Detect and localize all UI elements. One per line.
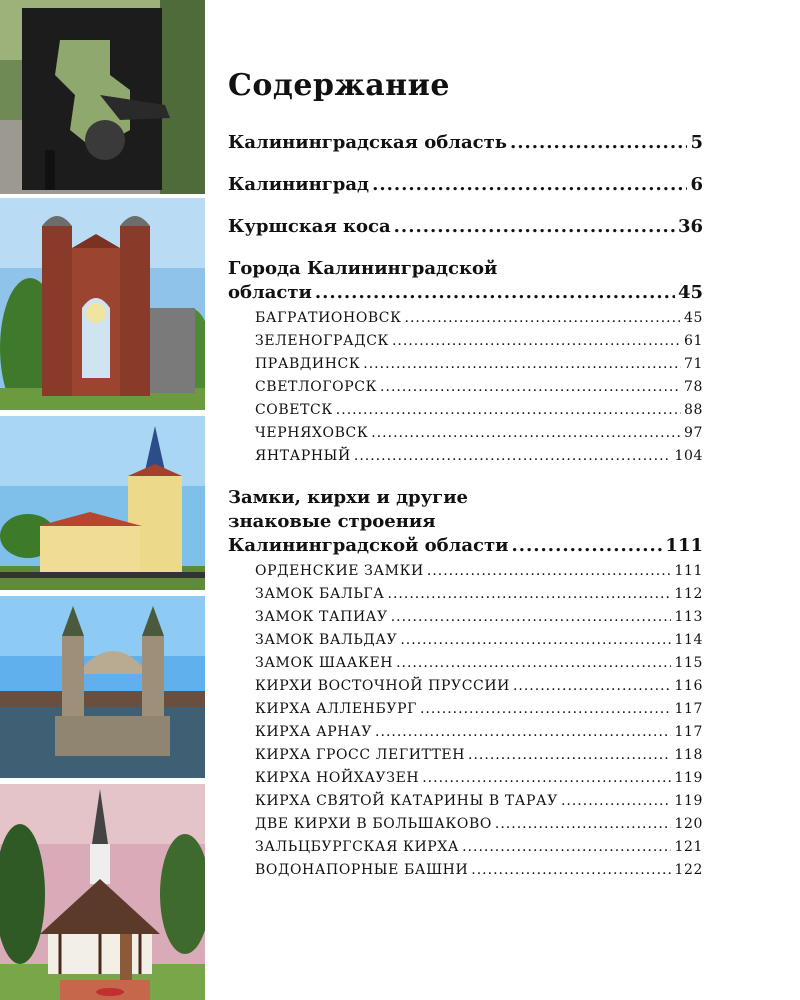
toc-section-cities[interactable] — [228, 281, 703, 305]
toc-subentry[interactable] — [228, 698, 703, 721]
leader-dots — [375, 721, 671, 744]
leader-dots — [394, 215, 675, 239]
leader-dots — [380, 376, 681, 399]
toc-entry-label: Калининград — [228, 174, 370, 195]
toc-entry-page: 6 — [690, 174, 703, 195]
toc-subentry-label: ЗАМОК ВАЛЬДАУ — [255, 632, 398, 648]
toc-entry-page: 36 — [677, 216, 703, 237]
toc-subentry-page: 104 — [674, 448, 703, 464]
toc-subentry-page: 117 — [674, 724, 703, 740]
toc-subentry[interactable] — [228, 445, 703, 468]
toc-subentry[interactable] — [228, 744, 703, 767]
toc-subentry-page: 118 — [674, 747, 703, 763]
toc-subentry-page: 116 — [674, 678, 703, 694]
toc-subentry-label: ОРДЕНСКИЕ ЗАМКИ — [255, 563, 424, 579]
toc-entry-page: 5 — [690, 132, 703, 153]
leader-dots — [363, 353, 681, 376]
toc-subentry-label: ЗЕЛЕНОГРАДСК — [255, 333, 389, 349]
toc-subentry[interactable] — [228, 560, 703, 583]
leader-dots — [471, 859, 671, 882]
toc-subentry-page: 117 — [674, 701, 703, 717]
toc-subentry[interactable] — [228, 721, 703, 744]
leader-dots — [422, 767, 671, 790]
leader-dots — [392, 330, 681, 353]
toc-subentry[interactable] — [228, 813, 703, 836]
toc-entry-label: Куршская коса — [228, 216, 391, 237]
toc-title: Содержание — [228, 68, 450, 103]
toc-subentry-label: КИРХА ГРОСС ЛЕГИТТЕН — [255, 747, 466, 763]
toc-subentry-page: 78 — [683, 379, 703, 395]
toc-section-castles[interactable] — [228, 534, 703, 558]
yellow-church-photo — [0, 416, 205, 590]
toc-subentry[interactable] — [228, 330, 703, 353]
leader-dots — [336, 399, 681, 422]
toc-subentry[interactable] — [228, 583, 703, 606]
castles-list — [228, 560, 703, 882]
toc-subentry-label: ПРАВДИНСК — [255, 356, 361, 372]
toc-subentry-label: ЧЕРНЯХОВСК — [255, 425, 369, 441]
leader-dots — [315, 281, 675, 305]
toc-subentry-label: КИРХА АРНАУ — [255, 724, 373, 740]
leader-dots — [462, 836, 671, 859]
toc-entry-label: Калининградская область — [228, 132, 507, 153]
toc-subentry-label: СВЕТЛОГОРСК — [255, 379, 378, 395]
toc-subentry-page: 119 — [674, 770, 703, 786]
toc-entry-kaliningrad[interactable] — [228, 173, 703, 197]
toc-subentry-label: БАГРАТИОНОВСК — [255, 310, 402, 326]
leader-dots — [396, 652, 671, 675]
leader-dots — [405, 307, 681, 330]
toc-subentry[interactable] — [228, 353, 703, 376]
leader-dots — [561, 790, 672, 813]
timbered-church-photo — [0, 784, 205, 1000]
toc-entry-page: 45 — [677, 282, 703, 303]
toc-subentry-label: ЗАМОК ТАПИАУ — [255, 609, 388, 625]
toc-subentry-page: 113 — [674, 609, 703, 625]
toc-subentry[interactable] — [228, 376, 703, 399]
leader-dots — [495, 813, 672, 836]
toc-subentry-label: ЯНТАРНЫЙ — [255, 448, 351, 464]
leader-dots — [391, 606, 672, 629]
brick-church-photo — [0, 198, 205, 410]
table-of-contents — [228, 60, 703, 900]
leader-dots — [388, 583, 672, 606]
leader-dots — [468, 744, 671, 767]
toc-section-cities-heading[interactable]: Города Калининградской — [228, 258, 498, 279]
toc-subentry-page: 97 — [683, 425, 703, 441]
toc-subentry-page: 111 — [674, 563, 703, 579]
photo-strip — [0, 0, 205, 1000]
toc-subentry-page: 112 — [674, 586, 703, 602]
toc-entry-label: Калининградской области — [228, 535, 509, 556]
leader-dots — [513, 675, 672, 698]
toc-subentry-label: СОВЕТСК — [255, 402, 333, 418]
toc-subentry-page: 115 — [674, 655, 703, 671]
toc-subentry-label: ЗАЛЬЦБУРГСКАЯ КИРХА — [255, 839, 460, 855]
leader-dots — [510, 131, 688, 155]
toc-subentry-label: КИРХА НОЙХАУЗЕН — [255, 770, 420, 786]
toc-subentry[interactable] — [228, 836, 703, 859]
toc-subentry[interactable] — [228, 767, 703, 790]
toc-section-castles-heading[interactable]: знаковые строения — [228, 511, 436, 532]
toc-subentry[interactable] — [228, 307, 703, 330]
bridge-gate-photo — [0, 596, 205, 778]
leader-dots — [420, 698, 671, 721]
toc-subentry[interactable] — [228, 652, 703, 675]
leader-dots — [427, 560, 672, 583]
toc-entry-curonian-spit[interactable] — [228, 215, 703, 239]
toc-subentry-page: 122 — [674, 862, 703, 878]
toc-subentry-page: 119 — [674, 793, 703, 809]
leader-dots — [371, 422, 681, 445]
toc-subentry-label: ДВЕ КИРХИ В БОЛЬШАКОВО — [255, 816, 492, 832]
toc-subentry[interactable] — [228, 629, 703, 652]
leader-dots — [372, 173, 687, 197]
toc-entry-label: области — [228, 282, 312, 303]
toc-section-castles-heading[interactable]: Замки, кирхи и другие — [228, 487, 469, 508]
toc-subentry-label: КИРХА СВЯТОЙ КАТАРИНЫ В ТАРАУ — [255, 793, 558, 809]
toc-subentry-page: 120 — [674, 816, 703, 832]
monument-photo — [0, 0, 205, 194]
toc-subentry-page: 121 — [674, 839, 703, 855]
toc-subentry-label: ЗАМОК БАЛЬГА — [255, 586, 385, 602]
toc-subentry[interactable] — [228, 859, 703, 882]
toc-subentry-page: 71 — [683, 356, 703, 372]
toc-subentry-page: 61 — [683, 333, 703, 349]
toc-entry-region[interactable] — [228, 131, 703, 155]
toc-subentry[interactable] — [228, 399, 703, 422]
toc-entry-page: 111 — [665, 535, 703, 556]
toc-subentry[interactable] — [228, 675, 703, 698]
toc-subentry-label: ВОДОНАПОРНЫЕ БАШНИ — [255, 862, 469, 878]
cities-list — [228, 307, 703, 468]
toc-subentry[interactable] — [228, 422, 703, 445]
toc-subentry-page: 45 — [683, 310, 703, 326]
toc-subentry-page: 114 — [674, 632, 703, 648]
toc-subentry-label: ЗАМОК ШААКЕН — [255, 655, 394, 671]
toc-subentry-page: 88 — [683, 402, 703, 418]
leader-dots — [354, 445, 672, 468]
toc-subentry[interactable] — [228, 606, 703, 629]
leader-dots — [511, 534, 662, 558]
toc-subentry-label: КИРХА АЛЛЕНБУРГ — [255, 701, 417, 717]
leader-dots — [400, 629, 671, 652]
toc-subentry[interactable] — [228, 790, 703, 813]
toc-subentry-label: КИРХИ ВОСТОЧНОЙ ПРУССИИ — [255, 678, 510, 694]
